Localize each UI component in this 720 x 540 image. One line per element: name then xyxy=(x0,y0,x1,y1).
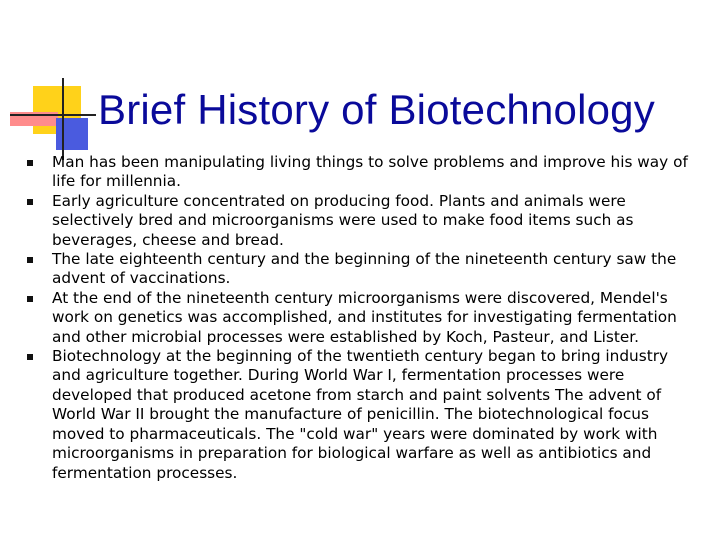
bullet-text: Biotechnology at the beginning of the twentieth century began to bring industry and agriculture together. During World War I, fermentation processes were developed that produced acetone from starch and paint solvents The advent of World War II brought the manufacture of penicillin. The biotechnological focus moved to pharmaceuticals. The "cold war" years were dominated by work with microorganisms in preparation for biological warfare as well as antibiotics and fermentation processes. xyxy=(52,347,669,482)
bullet-list xyxy=(24,153,694,483)
decorative-blue-square xyxy=(56,118,88,150)
bullet-item xyxy=(24,153,694,192)
square-bullet-icon xyxy=(27,199,33,205)
bullet-item xyxy=(24,347,694,483)
bullet-text: At the end of the nineteenth century microorganisms were discovered, Mendel's work on genetics was accomplished, and institutes for investigating fermentation and other microbial processes were established by Koch, Pasteur, and Lister. xyxy=(52,288,677,346)
bullet-text: Early agriculture concentrated on producing food. Plants and animals were selectively bred and microorganisms were used to make food items such as beverages, cheese and bread. xyxy=(52,191,634,249)
bullet-item xyxy=(24,192,694,250)
square-bullet-icon xyxy=(27,354,33,360)
square-bullet-icon xyxy=(27,296,33,302)
square-bullet-icon xyxy=(27,160,33,166)
bullet-text: The late eighteenth century and the beginning of the nineteenth century saw the advent of vaccinations. xyxy=(52,250,677,288)
decorative-horizontal-line xyxy=(10,114,96,116)
bullet-item xyxy=(24,250,694,289)
bullet-text: Man has been manipulating living things to solve problems and improve his way of life for millennia. xyxy=(52,153,688,191)
square-bullet-icon xyxy=(27,257,33,263)
bullet-item xyxy=(24,289,694,347)
slide-title: Brief History of Biotechnology xyxy=(98,86,655,133)
decorative-vertical-line xyxy=(62,78,64,160)
